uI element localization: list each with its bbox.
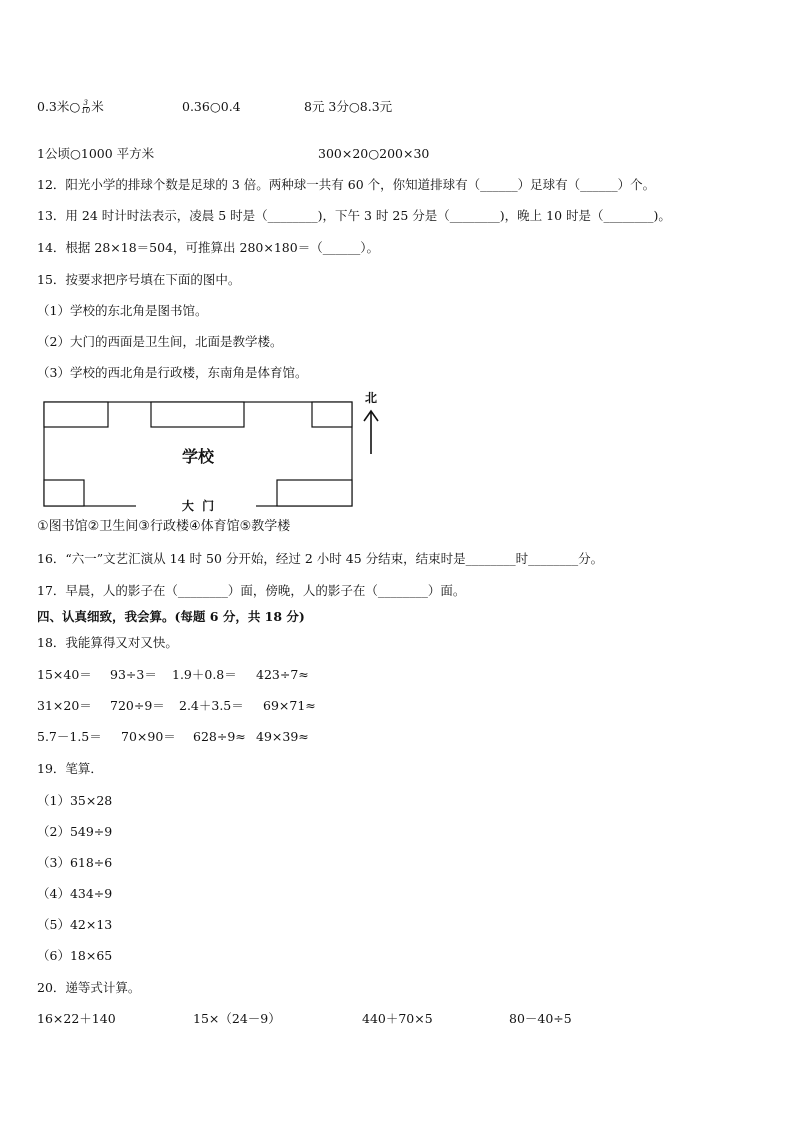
question-18: 18．我能算得又对又快。 — [37, 635, 178, 650]
mental-2-2: 720÷9＝ — [110, 698, 165, 713]
plot-southeast — [277, 480, 352, 506]
mental-3-4: 49×39≈ — [256, 729, 309, 744]
mental-2-1: 31×20＝ — [37, 698, 92, 713]
question-12: 12．阳光小学的排球个数是足球的 3 倍。两种球一共有 60 个，你知道排球有（______）足球有（______）个。 — [37, 177, 656, 192]
mental-3-3: 628÷9≈ — [193, 729, 246, 744]
compare-item-1-post: 米 — [91, 99, 104, 114]
compare-item-4: 1公顷○1000 平方米 — [37, 146, 155, 161]
compare-item-2: 0.36○0.4 — [182, 99, 241, 114]
question-14: 14．根据 28×18＝504，可推算出 280×180＝（______）。 — [37, 240, 379, 255]
written-calc-2: （2）549÷9 — [37, 824, 113, 839]
section-4-heading: 四、认真细致，我会算。(每题 6 分，共 18 分) — [37, 609, 305, 624]
question-20: 20．递等式计算。 — [37, 980, 141, 995]
compare-item-3: 8元 3分○8.3元 — [304, 99, 393, 114]
question-15: 15．按要求把序号填在下面的图中。 — [37, 272, 241, 287]
mental-2-3: 2.4＋3.5＝ — [179, 698, 244, 713]
stepwise-calc-2: 15×（24－9） — [193, 1011, 281, 1026]
mental-3-2: 70×90＝ — [121, 729, 176, 744]
fraction — [81, 100, 90, 115]
plot-southwest — [44, 480, 84, 506]
written-calc-4: （4）434÷9 — [37, 886, 113, 901]
written-calc-1: （1）35×28 — [37, 793, 113, 808]
question-19: 19．笔算． — [37, 761, 103, 776]
question-15-options: ①图书馆②卫生间③行政楼④体育馆⑤教学楼 — [37, 519, 291, 534]
compare-item-1-pre: 0.3米○ — [37, 99, 81, 114]
school-map-diagram — [40, 388, 390, 516]
north-label: 北 — [364, 391, 378, 405]
fraction-numerator: 3 — [83, 99, 88, 107]
stepwise-calc-3: 440＋70×5 — [362, 1011, 433, 1026]
compare-item-1 — [37, 99, 104, 115]
plot-northwest — [44, 402, 108, 427]
plot-north — [151, 402, 244, 427]
school-label: 学校 — [181, 447, 215, 466]
stepwise-calc-4: 80－40÷5 — [509, 1011, 572, 1026]
question-17: 17．早晨，人的影子在（________）面，傍晚，人的影子在（________）面。 — [37, 583, 466, 598]
question-15-item-2: （2）大门的西面是卫生间，北面是教学楼。 — [37, 334, 283, 349]
plot-northeast — [312, 402, 352, 427]
mental-1-2: 93÷3＝ — [110, 667, 157, 682]
mental-1-1: 15×40＝ — [37, 667, 92, 682]
gate-label: 大 门 — [181, 499, 215, 513]
mental-1-3: 1.9＋0.8＝ — [172, 667, 237, 682]
question-16: 16．“六一”文艺汇演从 14 时 50 分开始，经过 2 小时 45 分结束，结束时是________时________分。 — [37, 551, 604, 566]
mental-3-1: 5.7－1.5＝ — [37, 729, 102, 744]
fraction-denominator: 10 — [81, 107, 91, 115]
written-calc-6: （6）18×65 — [37, 948, 113, 963]
compare-item-5: 300×20○200×30 — [318, 146, 430, 161]
written-calc-5: （5）42×13 — [37, 917, 113, 932]
stepwise-calc-1: 16×22＋140 — [37, 1011, 116, 1026]
mental-2-4: 69×71≈ — [263, 698, 316, 713]
question-15-item-1: （1）学校的东北角是图书馆。 — [37, 303, 208, 318]
written-calc-3: （3）618÷6 — [37, 855, 113, 870]
question-15-item-3: （3）学校的西北角是行政楼，东南角是体育馆。 — [37, 365, 308, 380]
question-13: 13．用 24 时计时法表示，凌晨 5 时是（________)，下午 3 时 25 分是（________)，晚上 10 时是（________)。 — [37, 208, 671, 223]
mental-1-4: 423÷7≈ — [256, 667, 309, 682]
